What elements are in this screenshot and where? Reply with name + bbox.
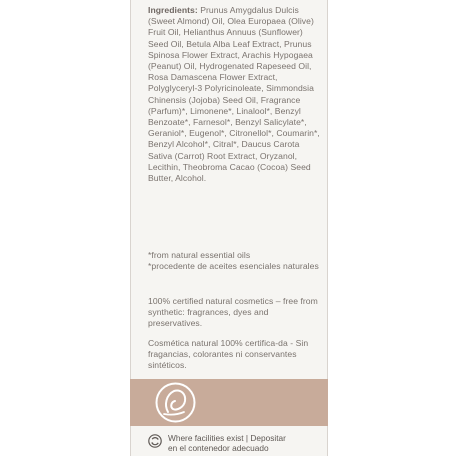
ingredients-text: Prunus Amygdalus Dulcis (Sweet Almond) Oil, Olea Europaea (Olive) Fruit Oil, Helianthus Annuus (Sunflower) Seed Oil, Betula Alba Leaf Extract, Prunus Spinosa Flower Extract, Arachis Hypogaea (Peanut) Oil, Hydrogenated Rapeseed Oil, Rosa Damascena Flower Extract, Polyglyceryl-3 Polyricinoleate, Simmondsia Chinensis (Jojoba) Seed Oil, Fragrance (Parfum)*, Limonene*, Linalool*, Benzyl Benzoate*, Farnesol*, Benzyl Salicylate*, Geraniol*, Eugenol*, Citronellol*, Coumarin*, Benzyl Alcohol*, Citral*, Daucus Carota Sativa (Carrot) Root Extract, Oryzanol, Lecithin, Theobroma Cacao (Cocoa) Seed Butter, Alcohol. — [148, 5, 320, 184]
recycling-line-2: en el contenedor adecuado — [168, 443, 269, 453]
ingredients-label: Ingredients: — [148, 5, 198, 15]
certified-block — [148, 296, 322, 371]
seal-band — [130, 379, 328, 426]
recycling-line-1: Where facilities exist | Depositar — [168, 433, 286, 443]
notes-block — [148, 250, 322, 272]
certified-es: Cosmética natural 100% certifica-da - Sin fragancias, colorantes ni conservantes sintéticos. — [148, 337, 309, 371]
certified-en: 100% certified natural cosmetics – free from synthetic: fragrances, dyes and preservatives. — [148, 296, 318, 329]
recycling-note — [148, 433, 328, 455]
note-line-1: *from natural essential oils — [148, 250, 251, 260]
recycle-icon — [148, 434, 162, 448]
natural-cosmetics-seal-icon — [154, 381, 197, 424]
recycling-text — [168, 433, 338, 453]
note-line-2: *procedente de aceites esenciales naturales — [148, 261, 319, 272]
ingredients-block — [148, 5, 322, 184]
